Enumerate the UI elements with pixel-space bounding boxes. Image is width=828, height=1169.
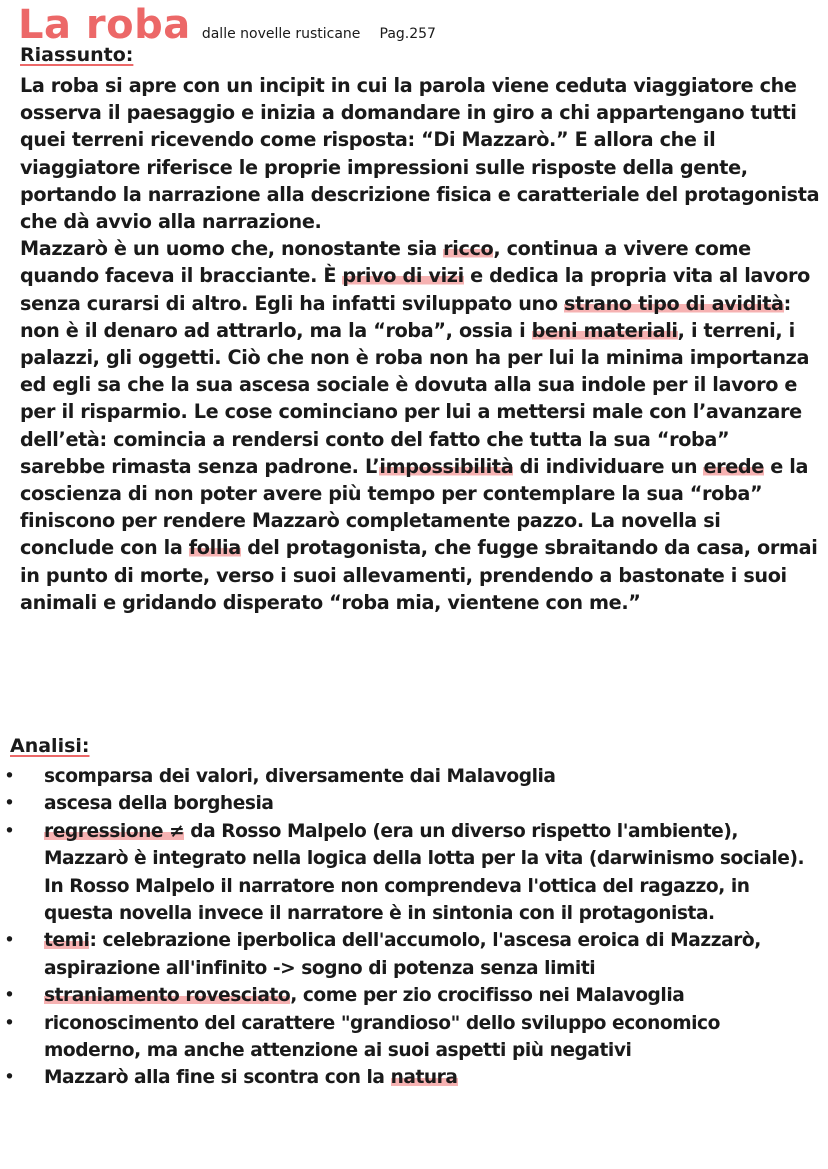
summary-text-run: del protagonista, che fugge sbraitando da casa, ormai in punto di morte, verso i suoi allevamenti, prendendo a bastonate i suoi animali e gridando disperato “roba mia, vientene con me.”	[20, 536, 818, 614]
bullet-icon: •	[4, 1067, 15, 1089]
bullet-icon: •	[4, 820, 15, 842]
bullet-icon: •	[4, 793, 15, 815]
summary-text-run: , continua a vivere come quando faceva il bracciante. È	[20, 237, 751, 288]
highlight-temi: temi	[44, 930, 90, 952]
page-reference: Pag.257	[379, 26, 436, 42]
summary-text-run: Mazzarò è un uomo che, nonostante sia	[20, 237, 444, 261]
summary-paragraph-2	[20, 235, 820, 616]
highlight-follia: follia	[188, 536, 241, 560]
header	[18, 2, 436, 48]
bullet-icon: •	[4, 766, 15, 787]
item-text: Mazzarò alla fine si scontra con la	[44, 1067, 391, 1089]
highlight-erede: erede	[703, 454, 764, 478]
highlight-privo-di-vizi: privo di vizi	[342, 264, 464, 288]
page-title: La roba	[18, 2, 191, 48]
riassunto-heading: Riassunto:	[20, 44, 134, 66]
bullet-icon: •	[4, 930, 15, 952]
analysis-list	[0, 763, 828, 1092]
item-text: , come per zio crocifisso nei Malavoglia	[290, 985, 685, 1007]
item-text: scomparsa dei valori, diversamente dai Malavoglia	[44, 766, 556, 787]
highlight-strano-tipo-di-avidita: strano tipo di avidità	[564, 291, 784, 315]
item-text: riconoscimento del carattere "grandioso" dello sviluppo economico moderno, ma anche attenzione ai suoi aspetti più negativi	[44, 1012, 720, 1062]
highlight-impossibilita: impossibilità	[379, 454, 514, 478]
analisi-heading: Analisi:	[10, 735, 90, 757]
highlight-beni-materiali: beni materiali	[531, 318, 678, 342]
bullet-icon: •	[4, 985, 15, 1007]
summary-paragraph-1: La roba si apre con un incipit in cui la parola viene ceduta viaggiatore che osserva il paesaggio e inizia a domandare in giro a chi appartengano tutti quei terreni ricevendo come risposta: “Di Mazzarò.” E allora che il viaggiatore riferisce le proprie impressioni sulle risposte della gente, portando la narrazione alla descrizione fisica e caratteriale del protagonista che dà avvio alla narrazione.	[20, 74, 820, 234]
list-item	[0, 763, 828, 790]
item-text: ascesa della borghesia	[44, 793, 274, 815]
summary-text-run: e la coscienza di non poter avere più tempo per contemplare la sua “roba” finiscono per rendere Mazzarò completamente pazzo. La novella si conclude con la	[20, 454, 809, 560]
summary-text	[20, 72, 820, 616]
highlight-natura: natura	[390, 1067, 458, 1089]
list-item	[0, 927, 828, 982]
bullet-icon: •	[4, 1012, 15, 1034]
highlight-regressione: regressione ≠	[44, 820, 185, 842]
list-item	[0, 818, 828, 928]
item-text: da Rosso Malpelo (era un diverso rispetto l'ambiente), Mazzarò è integrato nella logica della lotta per la vita (darwinismo sociale). In Rosso Malpelo il narratore non comprendeva l'ottica del ragazzo, in questa novella invece il narratore è in sintonia con il protagonista.	[44, 820, 805, 925]
summary-text-run: : non è il denaro ad attrarlo, ma la “roba”, ossia i	[20, 291, 791, 342]
list-item	[0, 1010, 828, 1065]
summary-text-run: , i terreni, i palazzi, gli oggetti. Ciò che non è roba non ha per lui la minima importanza ed egli sa che la sua ascesa sociale è dovuta alla sua indole per il lavoro e per il risparmio. Le cose cominciano per lui a mettersi male con l’avanzare dell’età: comincia a rendersi conto del fatto che tutta la sua “roba” sarebbe rimasta senza padrone. L’	[20, 318, 810, 478]
summary-text-run: di individuare un	[513, 454, 704, 478]
highlight-straniamento-rovesciato: straniamento rovesciato	[44, 985, 291, 1007]
item-text: : celebrazione iperbolica dell'accumolo, l'ascesa eroica di Mazzarò, aspirazione all'infinito -> sogno di potenza senza limiti	[44, 930, 761, 979]
list-item	[0, 982, 828, 1009]
summary-text-run: e dedica la propria vita al lavoro senza curarsi di altro. Egli ha infatti sviluppato uno	[20, 264, 810, 315]
highlight-ricco: ricco	[443, 237, 494, 261]
list-item	[0, 1064, 828, 1091]
list-item	[0, 790, 828, 817]
page-subtitle: dalle novelle rusticane	[201, 26, 361, 42]
